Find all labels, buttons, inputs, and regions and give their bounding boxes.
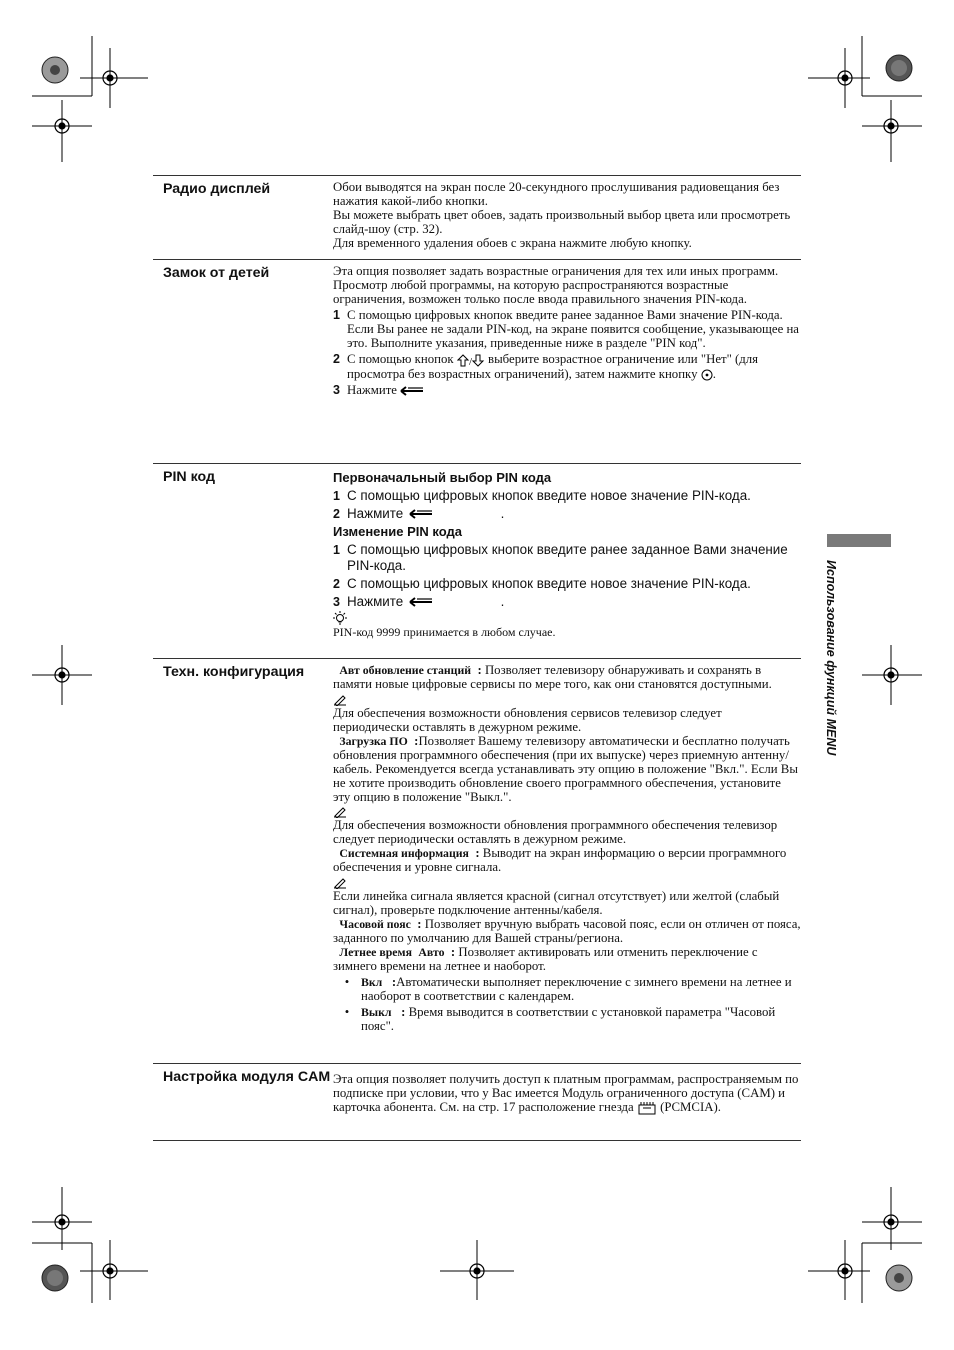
list-item: • Выкл : Время выводится в соответствии с установкой параметра "Часовой пояс". <box>333 1005 801 1033</box>
note-pencil-icon <box>333 876 347 889</box>
paragraph-text: (PCMCIA). <box>660 1100 721 1114</box>
return-button-icon <box>400 386 424 396</box>
row-content <box>333 464 801 658</box>
term-description: Время выводится в соответствии с установкой параметра "Часовой пояс". <box>361 1004 776 1033</box>
step-text: выберите возрастное ограничение или "Нет" (для просмотра без возрастных ограничений), затем нажмите кнопку <box>347 352 759 381</box>
row-content <box>333 260 801 463</box>
paragraph-text: Эта опция позволяет получить доступ к платным программам, распространяемым по подписке при условии, что у Вас имеется Модуль ограниченного доступа (CAM) и карточка абонента. См. на стр. 17 расположение гнезда <box>333 1072 799 1114</box>
step <box>333 383 801 397</box>
bullet-icon: • <box>344 1004 350 1019</box>
step-text: С помощью цифровых кнопок введите ранее заданное Вами значение PIN-кода. <box>347 308 783 322</box>
row-radio-display <box>153 176 801 260</box>
step: 2 С помощью кнопок / выберите возрастное ограничение или "Нет" (для просмотра без возрастных ограничений), затем нажмите кнопку . <box>333 352 759 381</box>
term: Выкл <box>361 1004 392 1019</box>
step-number: 2 <box>333 577 340 591</box>
paragraph: Авт обновление станций : Позволяет телевизору обнаруживать и сохранять в памяти новые цифровые сервисы по мере того, как они становятся доступными. <box>333 663 772 691</box>
step-number: 1 <box>333 489 340 503</box>
paragraph: Летнее время Авто : Позволяет активировать или отменить переключение с зимнего времени на летнее и наоборот. <box>333 944 758 973</box>
step-text: С помощью цифровых кнопок введите новое значение PIN-кода. <box>347 488 751 503</box>
list-item: • Вкл :Автоматически выполняет переключение с зимнего времени на летнее и наоборот в соответствии с календарем. <box>333 975 801 1003</box>
step-text: Нажмите <box>347 506 404 521</box>
step-number: 1 <box>333 543 340 557</box>
step-text: Нажмите <box>347 382 397 397</box>
paragraph: Системная информация : Выводит на экран информацию о версии программного обеспечения и уровне сигнала. <box>333 846 787 875</box>
paragraph <box>333 1072 801 1115</box>
row-label: Настройка модуля CAM <box>163 1069 331 1085</box>
return-button-icon <box>407 597 435 607</box>
tip-text: PIN-код 9999 принимается в любом случае. <box>333 625 556 640</box>
term-description: Выводит на экран информацию о версии программного обеспечения и уровне сигнала. <box>333 846 787 875</box>
step-text: С помощью кнопок <box>347 352 454 366</box>
term-value: Авто <box>418 944 445 959</box>
note-text: Если линейка сигнала является красной (сигнал отсутствует) или желтой (слабый сигнал), проверьте подключение антенны/кабеля. <box>333 888 780 917</box>
note-text: Для обеспечения возможности обновления сервисов телевизор следует периодически оставлять в дежурном режиме. <box>333 705 722 734</box>
step-text: С помощью цифровых кнопок введите ранее заданное Вами значение PIN-кода. <box>347 542 788 573</box>
step-text: Если Вы ранее не задали PIN-код, на экране появится сообщение, указывающее на это. Выполните указания, приведенные ниже в разделе "PIN код". <box>347 322 799 350</box>
step <box>333 576 801 592</box>
paragraph: Загрузка ПО :Позволяет Вашему телевизору автоматически и бесплатно получать обновления программного обеспечения (при их выпуске) через приемную антенну/кабель. Рекомендуется всегда устанавливать эту опцию в положение "Вкл.". Если Вы не хотите производить обновление своего программного обеспечения, установите эту опцию в положение "Выкл.". <box>333 733 798 804</box>
enter-button-icon <box>701 369 713 381</box>
term: Вкл <box>361 974 383 989</box>
row-child-lock <box>153 260 801 464</box>
step <box>333 308 801 350</box>
term: Авт обновление станций <box>339 663 472 677</box>
term: Системная информация <box>339 846 469 861</box>
term: Летнее время <box>339 944 412 959</box>
subheading: Первоначальный выбор PIN кода <box>333 470 552 485</box>
row-label: PIN код <box>163 469 215 485</box>
tip-lightbulb-icon <box>333 611 347 625</box>
section-side-title <box>826 560 850 800</box>
row-content <box>333 176 801 259</box>
pcmcia-slot-icon <box>637 1101 657 1115</box>
section-title: Использование функций MENU <box>824 560 838 756</box>
row-content <box>333 659 801 1063</box>
step-number: 3 <box>333 595 340 609</box>
note-text: Для обеспечения возможности обновления программного обеспечения телевизор следует периодически оставлять в дежурном режиме. <box>333 818 778 847</box>
term-description: Позволяет Вашему телевизору автоматически и бесплатно получать обновления программного обеспечения (при их выпуске) через приемную антенну/кабель. Рекомендуется всегда устанавливать эту опцию в положение "Вкл.". Если Вы не хотите производить обновление своего программного обеспечения, установите эту опцию в положение "Выкл.". <box>333 733 798 804</box>
row-label: Замок от детей <box>163 265 270 281</box>
paragraph: Для временного удаления обоев с экрана нажмите любую кнопку. <box>333 236 692 250</box>
step-number: 3 <box>333 382 340 397</box>
paragraph: Обои выводятся на экран после 20-секундного прослушивания радиовещания без нажатия какой-либо кнопки. <box>333 180 780 208</box>
step <box>333 488 801 504</box>
section-tab-marker <box>827 534 891 547</box>
row-label: Радио дисплей <box>163 181 271 197</box>
paragraph: Вы можете выбрать цвет обоев, задать произвольный выбор цвета или просмотреть слайд-шоу (стр. 32). <box>333 208 791 236</box>
step-text: С помощью цифровых кнопок введите новое значение PIN-кода. <box>347 576 751 591</box>
step-text: Нажмите <box>347 594 404 609</box>
paragraph: Часовой пояс : Позволяет вручную выбрать часовой пояс, если он отличен от пояса, заданного по умолчанию для Вашей страны/региона. <box>333 916 801 945</box>
term-description: Позволяет активировать или отменить переключение с зимнего времени на летнее и наоборот. <box>333 944 758 973</box>
term-description: Позволяет вручную выбрать часовой пояс, если он отличен от пояса, заданного по умолчанию для Вашей страны/региона. <box>333 916 801 945</box>
return-button-icon <box>407 509 435 519</box>
svg-text:/: / <box>468 355 472 367</box>
row-label: Техн. конфигурация <box>163 664 305 680</box>
step: 2 Нажмите . <box>333 506 505 521</box>
term-description: Автоматически выполняет переключение с зимнего времени на летнее и наоборот в соответствии с календарем. <box>361 974 792 1003</box>
row-pin-code <box>153 464 801 659</box>
row-content <box>333 1064 801 1140</box>
note-pencil-icon <box>333 693 347 706</box>
row-tech-config <box>153 659 801 1064</box>
step-number: 2 <box>333 352 340 366</box>
subheading: Изменение PIN кода <box>333 524 462 539</box>
up-down-arrow-icon <box>457 354 485 367</box>
step-number: 1 <box>333 308 340 322</box>
step-number: 2 <box>333 507 340 521</box>
term: Часовой пояс <box>339 916 411 931</box>
note-pencil-icon <box>333 805 347 818</box>
step <box>333 542 801 574</box>
row-cam-setup <box>153 1064 801 1141</box>
step: 3 Нажмите . <box>333 594 505 609</box>
bullet-icon: • <box>344 974 350 989</box>
paragraph: Эта опция позволяет задать возрастные ограничения для тех или иных программ. Просмотр любой программы, на которую распространяются возрастные ограничения, возможен только после ввода правильного значения PIN-кода. <box>333 264 779 306</box>
term: Загрузка ПО <box>339 733 408 748</box>
term-description: Позволяет телевизору обнаруживать и сохранять в памяти новые цифровые сервисы по мере того, как они становятся доступными. <box>333 663 772 691</box>
settings-table <box>153 175 801 1141</box>
